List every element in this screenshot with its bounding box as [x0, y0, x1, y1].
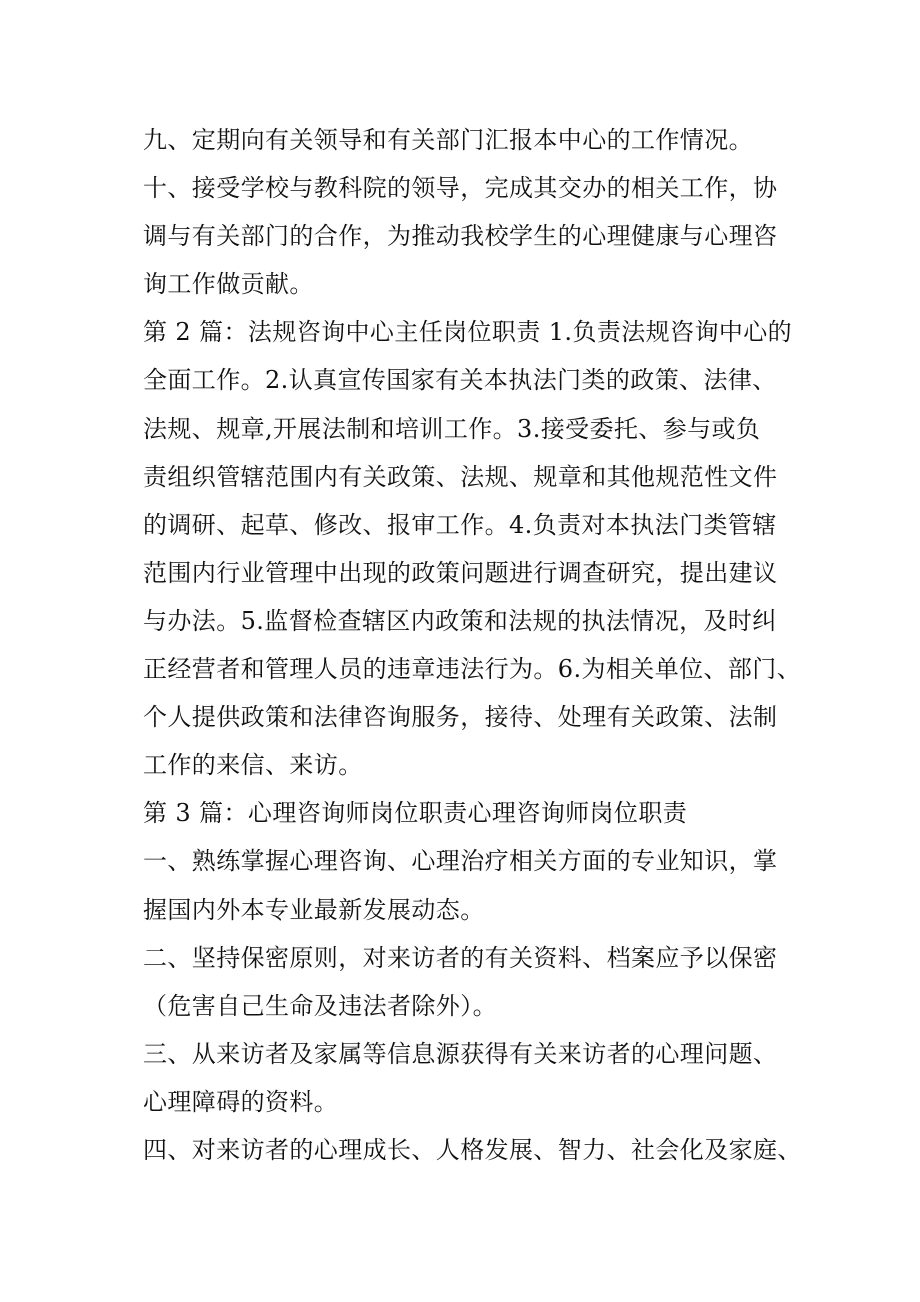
text-line: 询工作做贡献。: [143, 270, 314, 299]
text-line: 法规、规章,开展法制和培训工作。3.接受委托、参与或负: [143, 414, 761, 443]
text-line: 工作的来信、来访。: [143, 751, 363, 780]
text-line: 责组织管辖范围内有关政策、法规、规章和其他规范性文件: [143, 462, 778, 491]
text-line: 一、熟练掌握心理咨询、心理治疗相关方面的专业知识，掌: [143, 847, 778, 876]
text-line: 心理障碍的资料。: [143, 1087, 339, 1116]
text-line: 范围内行业管理中出现的政策问题进行调查研究，提出建议: [143, 558, 778, 587]
text-line: 四、对来访者的心理成长、人格发展、智力、社会化及家庭、: [143, 1135, 802, 1164]
text-line: 三、从来访者及家属等信息源获得有关来访者的心理问题、: [143, 1039, 778, 1068]
text-line: 的调研、起草、修改、报审工作。4.负责对本执法门类管辖: [143, 510, 777, 539]
text-line: 正经营者和管理人员的违章违法行为。6.为相关单位、部门、: [143, 655, 802, 684]
text-line: 握国内外本专业最新发展动态。: [143, 895, 485, 924]
document-body: [143, 116, 802, 1174]
text-line: 十、接受学校与教科院的领导，完成其交办的相关工作，协: [143, 174, 778, 203]
text-line: 调与有关部门的合作，为推动我校学生的心理健康与心理咨: [143, 222, 778, 251]
text-line: （危害自己生命及违法者除外）。: [143, 991, 497, 1020]
section-heading-line: 第 2 篇：法规咨询中心主任岗位职责 1.负责法规咨询中心的: [143, 318, 793, 347]
section-heading-line: 第 3 篇：心理咨询师岗位职责心理咨询师岗位职责: [143, 799, 688, 828]
text-line: 个人提供政策和法律咨询服务，接待、处理有关政策、法制: [143, 703, 778, 732]
text-line: 二、坚持保密原则，对来访者的有关资料、档案应予以保密: [143, 943, 778, 972]
text-line: 九、定期向有关领导和有关部门汇报本中心的工作情况。: [143, 126, 753, 154]
text-line: 全面工作。2.认真宣传国家有关本执法门类的政策、法律、: [143, 366, 777, 395]
text-line: 与办法。5.监督检查辖区内政策和法规的执法情况，及时纠: [143, 606, 777, 635]
